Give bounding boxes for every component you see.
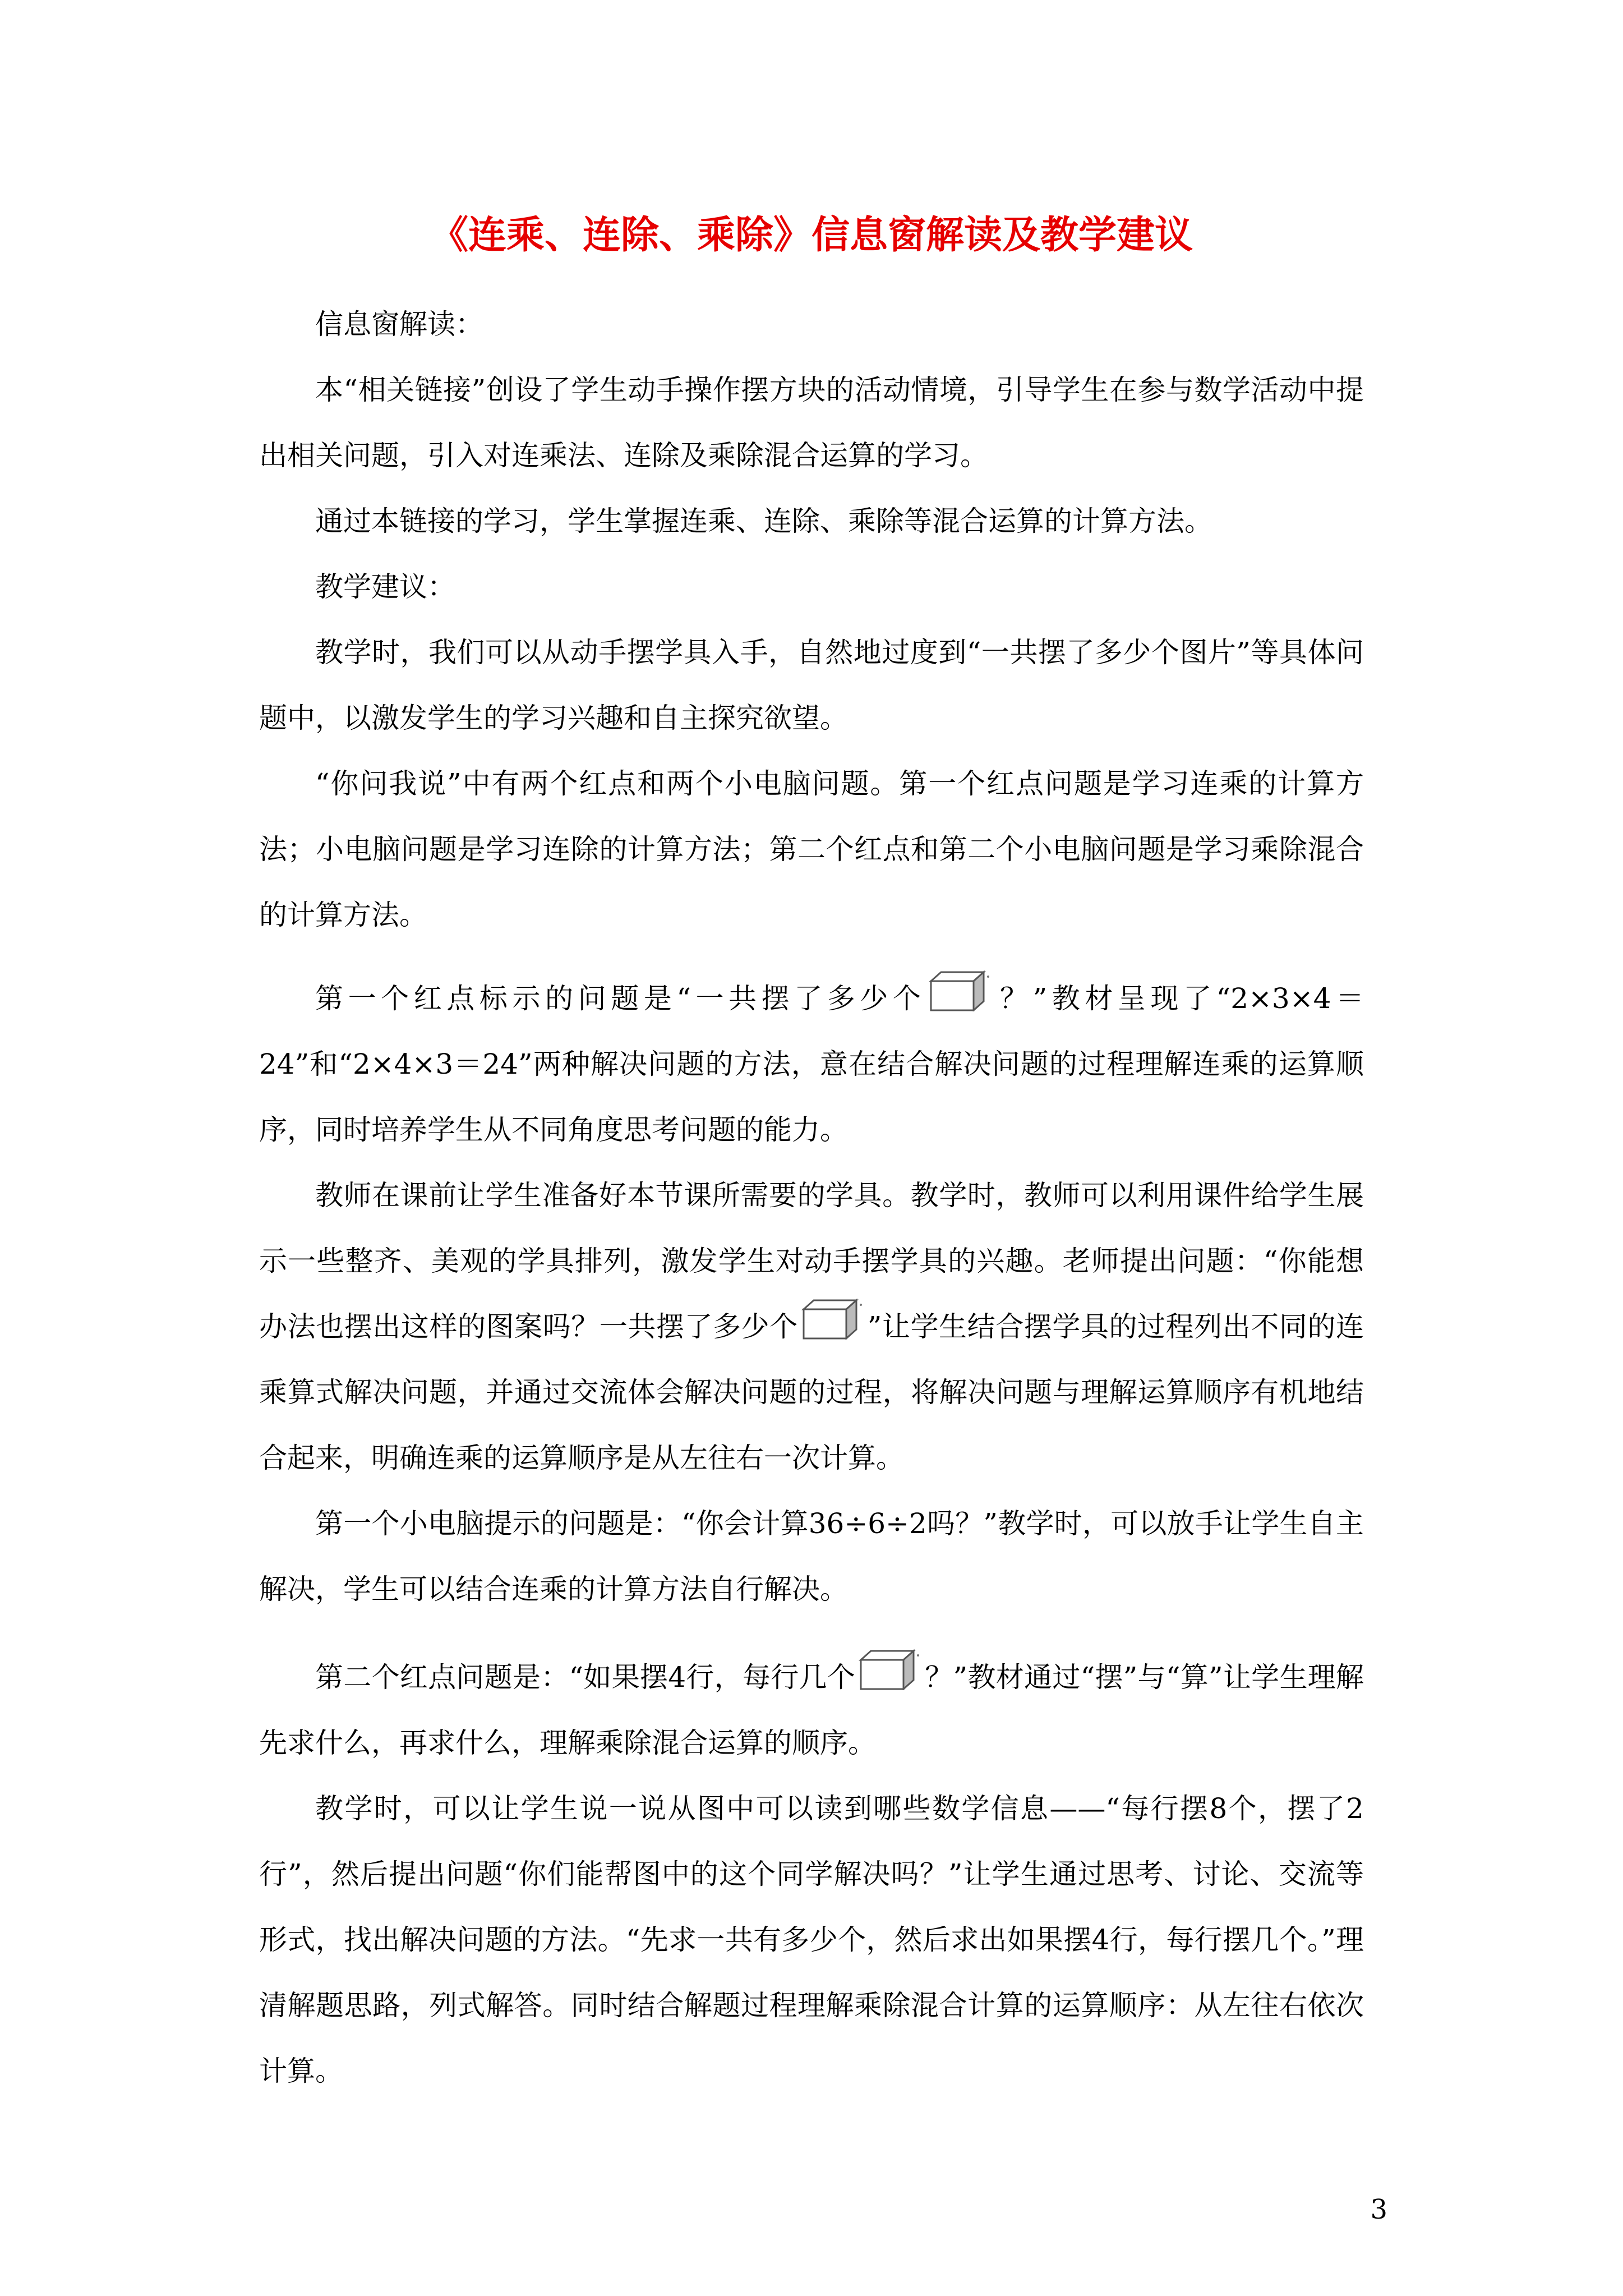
cube-icon xyxy=(801,1298,864,1340)
paragraph: 教学时，我们可以从动手摆学具入手，自然地过度到“一共摆了多少个图片”等具体问题中，以激发学生的学习兴趣和自主探究欲望。 xyxy=(259,636,1364,734)
paragraph-text: ？”教材通过“摆”与“算”让学生理解先求什么，再求什么，理解乘除混合运算的顺序。 xyxy=(259,1661,1364,1759)
paragraph xyxy=(259,1645,1364,1776)
paragraph-text: ”让学生结合摆学具的过程列出不同的连乘算式解决问题，并通过交流体会解决问题的过程，将解决问题与理解运算顺序有机地结合起来，明确连乘的运算顺序是从左往右一次计算。 xyxy=(259,1310,1364,1474)
paragraph: 第一个小电脑提示的问题是：“你会计算36÷6÷2吗？”教学时，可以放手让学生自主解决，学生可以结合连乘的计算方法自行解决。 xyxy=(259,1507,1364,1605)
document-title: 《连乘、连除、乘除》信息窗解读及教学建议 xyxy=(430,213,1193,257)
page-number: 3 xyxy=(1370,2194,1387,2225)
paragraph: 信息窗解读： xyxy=(315,308,483,341)
paragraph: 教学建议： xyxy=(315,570,455,603)
cube-icon xyxy=(859,1649,921,1690)
paragraph: 本“相关链接”创设了学生动手操作摆方块的活动情境，引导学生在参与数学活动中提出相关问题，引入对连乘法、连除及乘除混合运算的学习。 xyxy=(259,374,1364,472)
paragraph-text: 第二个红点问题是：“如果摆4行，每行几个 xyxy=(315,1661,856,1694)
paragraph: 教学时，可以让学生说一说从图中可以读到哪些数学信息——“每行摆8个，摆了2行”，然后提出问题“你们能帮图中的这个同学解决吗？”让学生通过思考、讨论、交流等形式，找出解决问题的方法。“先求一共有多少个，然后求出如果摆4行，每行摆几个。”理清解题思路，列式解答。同时结合解题过程理解乘除混合计算的运算顺序：从左往右依次计算。 xyxy=(259,1792,1364,2087)
paragraph-text: 教师在课前让学生准备好本节课所需要的学具。教学时，教师可以利用课件给学生展示一些整齐、美观的学具排列，激发学生对动手摆学具的兴趣。老师提出问题：“你能想办法也摆出这样的图案吗？一共摆了多少个 xyxy=(259,1179,1364,1343)
paragraph-text: ？”教材呈现了“2×3×4＝24”和“2×4×3＝24”两种解决问题的方法，意在结合解决问题的过程理解连乘的运算顺序，同时培养学生从不同角度思考问题的能力。 xyxy=(259,982,1364,1146)
paragraph-text: 第一个红点标示的问题是“一共摆了多少个 xyxy=(315,982,926,1015)
paragraph xyxy=(259,1163,1364,1491)
paragraph: 通过本链接的学习，学生掌握连乘、连除、乘除等混合运算的计算方法。 xyxy=(315,505,1212,537)
paragraph: “你问我说”中有两个红点和两个小电脑问题。第一个红点问题是学习连乘的计算方法；小电脑问题是学习连除的计算方法；第二个红点和第二个小电脑问题是学习乘除混合的计算方法。 xyxy=(259,767,1364,931)
document-body xyxy=(259,292,1364,2104)
cube-icon xyxy=(929,970,992,1011)
paragraph xyxy=(259,966,1364,1163)
